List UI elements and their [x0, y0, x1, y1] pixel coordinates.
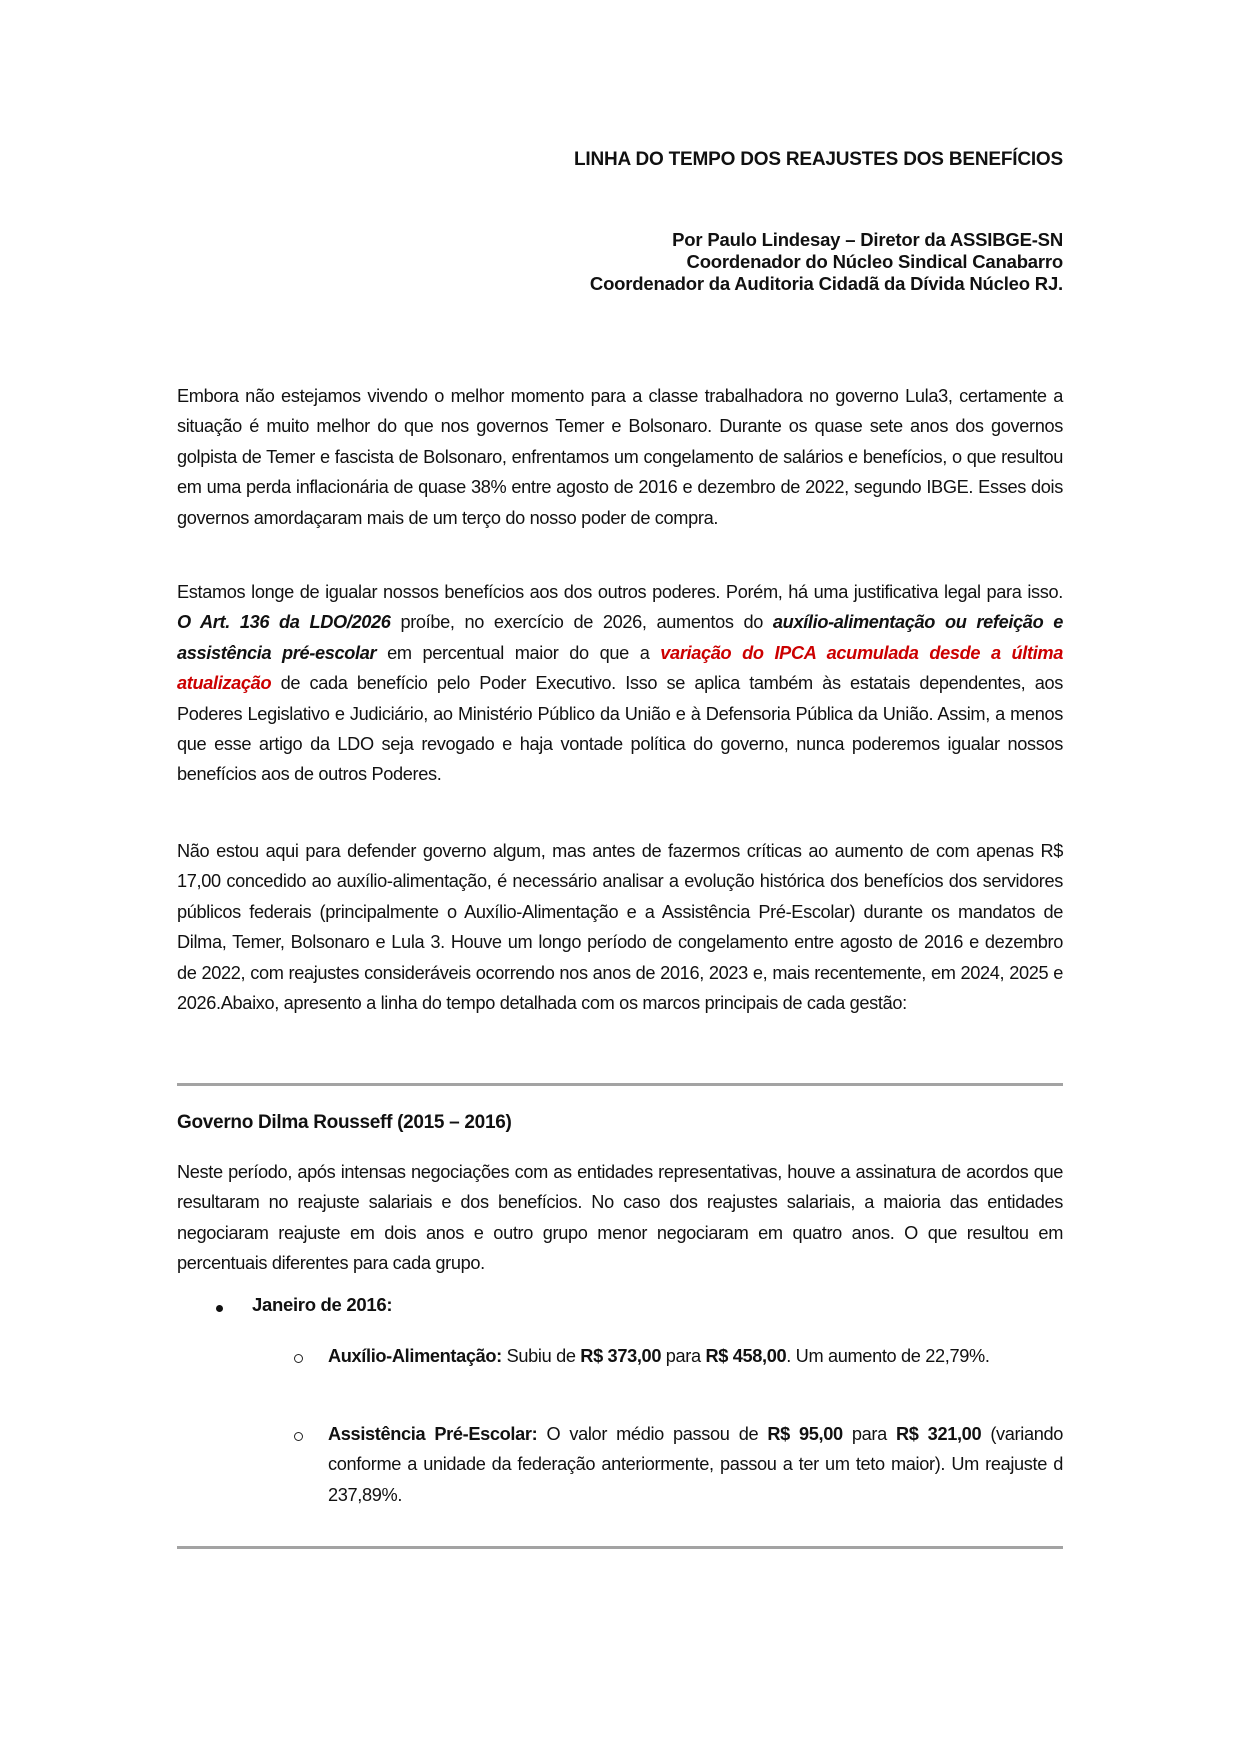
milestone-date: Janeiro de 2016:	[252, 1294, 393, 1315]
text: O valor médio passou de	[537, 1424, 768, 1444]
text: . Um aumento de 22,79%.	[786, 1346, 990, 1366]
text: proíbe, no exercício de 2026, aumentos do	[390, 612, 773, 633]
document-title: LINHA DO TEMPO DOS REAJUSTES DOS BENEFÍCIOS	[574, 149, 1063, 170]
item-label: Auxílio-Alimentação:	[328, 1346, 502, 1366]
section-heading-dilma: Governo Dilma Rousseff (2015 – 2016)	[177, 1112, 512, 1133]
milestone-item-assistencia-pre-escolar	[328, 1419, 1063, 1510]
byline-line: Por Paulo Lindesay – Diretor da ASSIBGE-SN	[672, 229, 1063, 250]
emphasis-ipca-red: variação do IPCA acumulada desde a última atualização	[177, 642, 1063, 694]
emphasis-article: O Art. 136 da LDO/2026	[177, 612, 391, 633]
byline-line: Coordenador do Núcleo Sindical Canabarro	[686, 251, 1063, 272]
bullet-circle-icon	[294, 1432, 303, 1441]
value-old: R$ 373,00	[580, 1346, 662, 1366]
text: Estamos longe de igualar nossos benefícios aos dos outros poderes. Porém, há uma justificativa legal para isso.	[177, 582, 1063, 602]
bullet-circle-icon	[294, 1354, 303, 1363]
text: (variando conforme a unidade da federação anteriormente, passou a ter um teto maior). Um reajuste d 237,89%.	[328, 1424, 1064, 1505]
emphasis-benefits: auxílio-alimentação ou refeição e assistência pré-escolar	[177, 612, 1063, 663]
value-new: R$ 458,00	[705, 1346, 787, 1366]
text: de cada benefício pelo Poder Executivo. Isso se aplica também às estatais dependentes, aos Poderes Legislativo e Judiciário, ao Ministério Público da União e à Defensoria Pública da União. Assim, a menos que esse artigo da LDO seja revogado e haja vontade política do governo, nunca poderemos igualar nossos benefícios aos de outros Poderes.	[177, 673, 1063, 785]
item-label: Assistência Pré-Escolar:	[328, 1424, 538, 1444]
author-byline	[590, 229, 1063, 295]
milestone-item-auxilio-alimentacao	[328, 1341, 1063, 1371]
intro-paragraph: Embora não estejamos vivendo o melhor momento para a classe trabalhadora no governo Lula3, certamente a situação é muito melhor do que nos governos Temer e Bolsonaro. Durante os quase sete anos dos governos golpista de Temer e fascista de Bolsonaro, enfrentamos um congelamento de salários e benefícios, o que resultou em uma perda inflacionária de quase 38% entre agosto de 2016 e dezembro de 2022, segundo IBGE. Esses dois governos amordaçaram mais de um terço do nosso poder de compra.	[177, 386, 1063, 528]
ldo-paragraph	[177, 577, 1063, 790]
value-new: R$ 321,00	[896, 1424, 982, 1444]
text: para	[842, 1424, 897, 1444]
text: Subiu de	[501, 1346, 581, 1366]
horizontal-rule	[177, 1083, 1063, 1086]
byline-line: Coordenador da Auditoria Cidadã da Dívida Núcleo RJ.	[589, 273, 1063, 294]
context-paragraph: Não estou aqui para defender governo algum, mas antes de fazermos críticas ao aumento de com apenas R$ 17,00 concedido ao auxílio-alimentação, é necessário analisar a evolução histórica dos benefícios dos servidores públicos federais (principalmente o Auxílio-Alimentação e a Assistência Pré-Escolar) durante os mandatos de Dilma, Temer, Bolsonaro e Lula 3. Houve um longo período de congelamento entre agosto de 2016 e dezembro de 2022, com reajustes consideráveis ocorrendo nos anos de 2016, 2023 e, mais recentemente, em 2024, 2025 e 2026.Abaixo, apresento a linha do tempo detalhada com os marcos principais de cada gestão:	[177, 841, 1063, 1014]
text: para	[661, 1346, 706, 1366]
text: em percentual maior do que a	[376, 642, 661, 663]
horizontal-rule	[177, 1546, 1063, 1549]
section-intro-paragraph: Neste período, após intensas negociações com as entidades representativas, houve a assinatura de acordos que resultaram no reajuste salariais e dos benefícios. No caso dos reajustes salariais, a maioria das entidades negociaram reajuste em dois anos e outro grupo menor negociaram em quatro anos. O que resultou em percentuais diferentes para cada grupo.	[177, 1162, 1063, 1274]
bullet-dot-icon	[216, 1305, 223, 1312]
value-old: R$ 95,00	[767, 1424, 843, 1444]
